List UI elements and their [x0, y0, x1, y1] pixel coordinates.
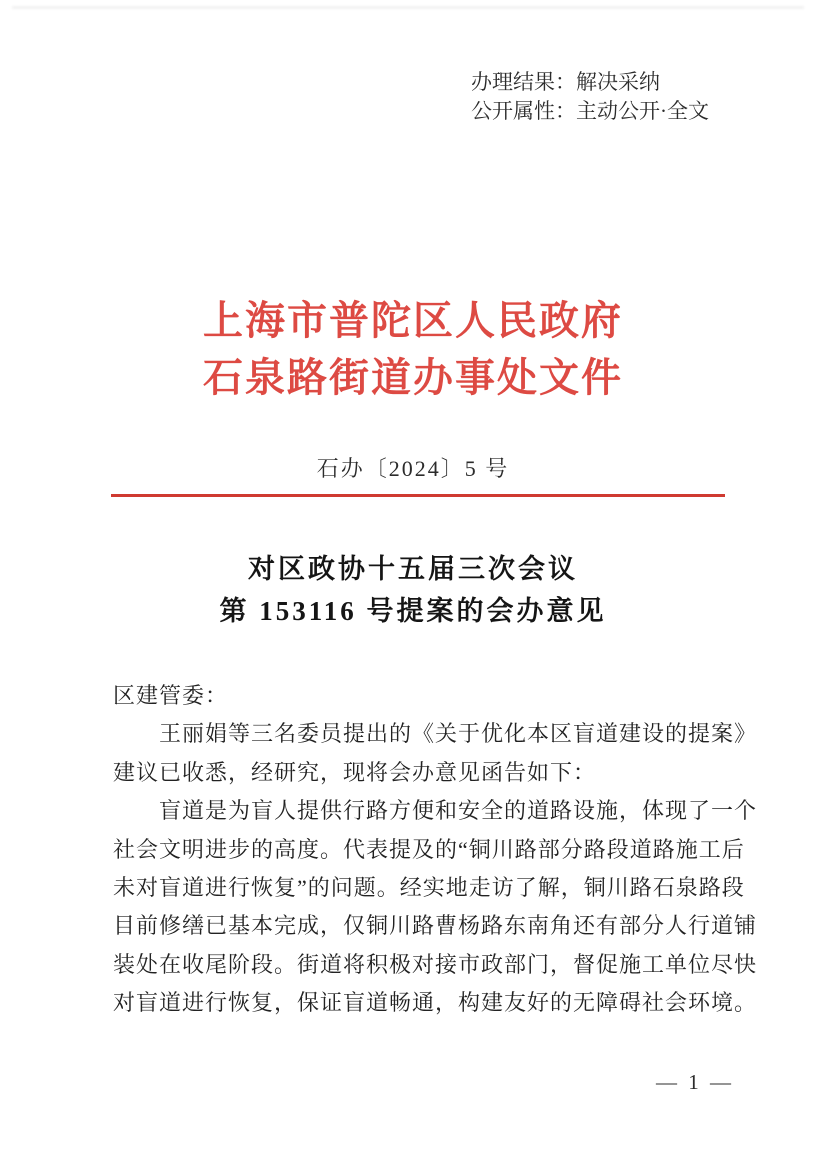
- body-line: 未对盲道进行恢复”的问题。经实地走访了解，铜川路石泉路段: [113, 875, 745, 901]
- body-line: 王丽娟等三名委员提出的《关于优化本区盲道建设的提案》: [159, 721, 758, 747]
- body-line: 目前修缮已基本完成，仅铜川路曹杨路东南角还有部分人行道铺: [113, 913, 758, 939]
- document-body: [113, 677, 758, 1023]
- publicity-attribute-label: 公开属性：主动公开·全文: [471, 99, 709, 123]
- meta-block: [471, 68, 709, 126]
- scan-artifact: [12, 6, 804, 9]
- document-title-line-2: 第 153116 号提案的会办意见: [219, 596, 607, 626]
- document-number: 石办〔2024〕5 号: [316, 456, 510, 481]
- body-line: 社会文明进步的高度。代表提及的“铜川路部分路段道路施工后: [113, 836, 745, 862]
- handling-result-label: 办理结果：解决采纳: [471, 70, 660, 94]
- document-title: [0, 548, 826, 632]
- letterhead-line-2: 石泉路街道办事处文件: [203, 355, 623, 400]
- body-line: 盲道是为盲人提供行路方便和安全的道路设施，体现了一个: [159, 798, 758, 824]
- letterhead: [0, 292, 826, 406]
- body-line: 建议已收悉，经研究，现将会办意见函告如下：: [113, 759, 597, 785]
- body-line: 装处在收尾阶段。街道将积极对接市政部门，督促施工单位尽快: [113, 951, 758, 977]
- letterhead-line-1: 上海市普陀区人民政府: [203, 298, 623, 343]
- red-divider-rule: [111, 494, 725, 497]
- body-line: 对盲道进行恢复，保证盲道畅通，构建友好的无障碍社会环境。: [113, 990, 758, 1016]
- document-title-line-1: 对区政协十五届三次会议: [248, 554, 578, 584]
- page-number: — 1 —: [656, 1070, 734, 1094]
- salutation: 区建管委：: [113, 683, 229, 708]
